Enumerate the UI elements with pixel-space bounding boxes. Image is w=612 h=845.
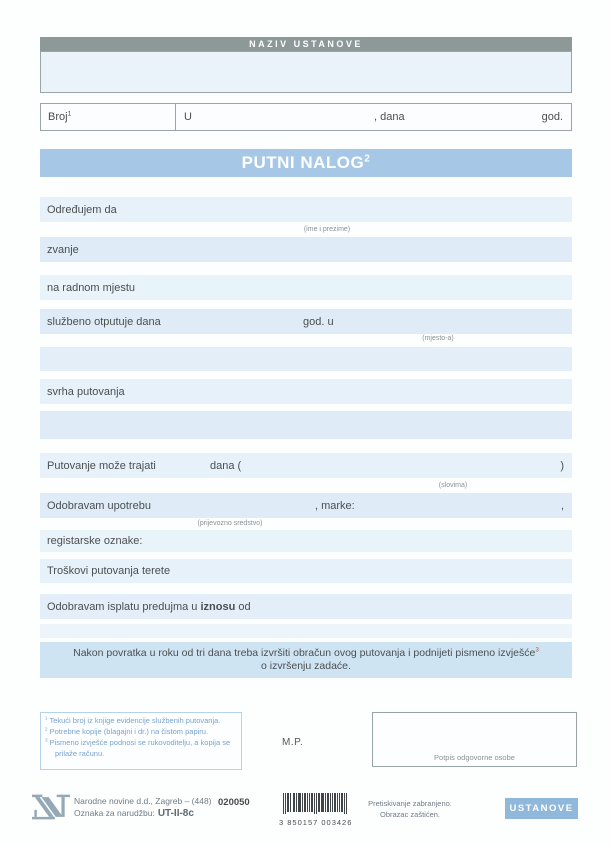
order-label: Oznaka za narudžbu: xyxy=(74,808,155,819)
publisher-line-1: Narodne novine d.d., Zagreb – (448) xyxy=(74,796,212,806)
footnote-2-marker: 2 xyxy=(45,726,48,732)
form-title-bar xyxy=(40,149,572,177)
footnote-1-marker: 1 xyxy=(45,715,48,721)
footnote-2-text: Potrebne kopije (blagajni i dr.) na čistom papiru. xyxy=(49,726,209,736)
predujam-post: od xyxy=(235,600,251,613)
dana-label: , dana xyxy=(374,111,405,123)
field-caption-prijevozno-sredstvo: (prijevozno sredstvo) xyxy=(197,520,263,527)
field-label: registarske oznake: xyxy=(47,535,143,547)
field-label: Putovanje može trajati xyxy=(47,459,156,472)
field-row-registarske xyxy=(40,530,572,552)
field-mid-label: , marke: xyxy=(315,499,355,512)
footnote-1 xyxy=(45,716,239,727)
field-row-predujam xyxy=(40,594,572,619)
field-row-odredujem xyxy=(40,197,572,222)
field-row-trajanje xyxy=(40,453,572,478)
field-label: na radnom mjestu xyxy=(47,281,136,294)
notice-text: Nakon povratka u roku od tri dana treba izvršiti obračun ovog putovanja i podnijeti pismeno izvješće xyxy=(73,647,536,659)
footnote-3-marker: 3 xyxy=(45,737,48,743)
field-end-label: ) xyxy=(560,459,564,472)
god-label: god. xyxy=(541,111,563,123)
field-caption-slovima: (slovima) xyxy=(438,482,468,489)
place-label: U xyxy=(184,111,192,123)
field-label: svrha putovanja xyxy=(47,385,125,398)
barcode-icon xyxy=(283,793,347,814)
notice-line-1 xyxy=(40,642,572,659)
protection-notice xyxy=(358,799,462,820)
field-row-blank xyxy=(40,411,572,439)
broj-label: Broj xyxy=(48,111,68,123)
field-label: Troškovi putovanja terete xyxy=(47,565,171,577)
footnotes-box xyxy=(40,712,242,770)
field-row-svrha xyxy=(40,379,572,404)
stamp-placeholder-label: M.P. xyxy=(282,737,304,748)
footnote-3 xyxy=(45,738,239,760)
footnote-1-text: Tekući broj iz knjige evidencije službenih putovanja. xyxy=(49,716,221,725)
field-row-zvanje xyxy=(40,237,572,262)
notice-footnote-marker: 3 xyxy=(535,646,539,654)
field-row-upotreba xyxy=(40,493,572,518)
barcode xyxy=(279,793,353,827)
field-caption-ime-prezime: (ime i prezime) xyxy=(303,226,351,233)
field-mid-label: god. u xyxy=(303,315,334,328)
field-label: službeno otputuje dana xyxy=(47,315,161,328)
field-mid-label: dana ( xyxy=(210,459,242,472)
publisher-line-2 xyxy=(74,807,212,820)
order-code: UT-II-8c xyxy=(157,808,194,820)
institution-name-box xyxy=(40,51,572,93)
signature-label: Potpis odgovorne osobe xyxy=(434,753,515,762)
field-row-blank xyxy=(40,624,572,638)
footnote-2 xyxy=(45,727,239,738)
field-label: Određujem da xyxy=(47,203,117,216)
narodne-novine-logo-icon xyxy=(32,794,70,820)
form-protected-text: Obrazac zaštićen. xyxy=(379,809,441,819)
institution-name-bar: NAZIV USTANOVE xyxy=(40,37,572,51)
field-row-otputuje xyxy=(40,309,572,334)
order-number: 020050 xyxy=(218,797,250,808)
predujam-pre: Odobravam isplatu predujma u xyxy=(47,600,201,613)
field-end-label: , xyxy=(560,499,564,512)
notice-line-2: o izvršenju zadaće. xyxy=(261,660,351,672)
ustanove-badge: USTANOVE xyxy=(505,798,578,819)
predujam-bold: iznosu xyxy=(200,600,236,613)
publisher-info xyxy=(74,796,212,820)
field-caption-mjesto: (mjesto-a) xyxy=(422,335,454,342)
document-number-box xyxy=(40,103,176,131)
field-row-radno-mjesto xyxy=(40,275,572,300)
field-label: zvanje xyxy=(47,243,79,256)
return-notice-band xyxy=(40,642,572,678)
reprint-forbidden-text: Pretiskivanje zabranjeno. xyxy=(368,799,452,808)
field-row-blank xyxy=(40,347,572,371)
form-title-footnote-marker: 2 xyxy=(364,153,371,165)
field-row-troskovi xyxy=(40,559,572,583)
form-title: PUTNI NALOG xyxy=(241,153,365,172)
field-label xyxy=(47,601,251,613)
footnote-3-text: Pismeno izvješće podnosi se rukovoditelju, a kopija se prilaže računu. xyxy=(49,737,231,758)
signature-box xyxy=(372,712,577,767)
place-date-box xyxy=(175,103,572,131)
field-label: Odobravam upotrebu xyxy=(47,499,151,512)
barcode-digits: 3 850157 003426 xyxy=(279,818,353,827)
broj-footnote-marker: 1 xyxy=(67,110,72,118)
